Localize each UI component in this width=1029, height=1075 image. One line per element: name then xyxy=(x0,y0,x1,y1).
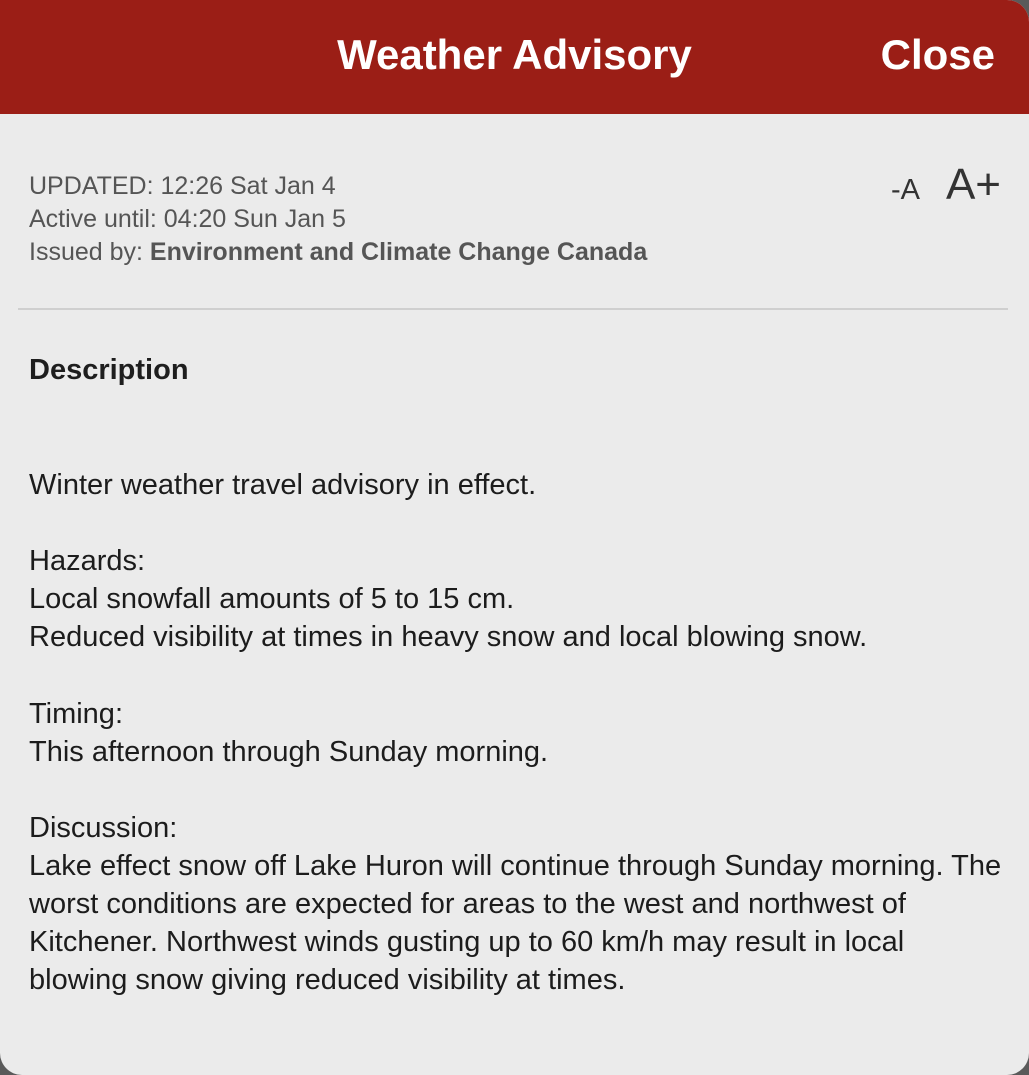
intro-paragraph xyxy=(29,466,1004,504)
hazards-line: Reduced visibility at times in heavy snow and local blowing snow. xyxy=(29,621,868,654)
advisory-meta xyxy=(29,170,647,269)
issued-by-label: Issued by: xyxy=(29,238,150,266)
font-size-controls xyxy=(891,160,1001,210)
hazards-line: Local snowfall amounts of 5 to 15 cm. xyxy=(29,583,515,616)
hazards-label: Hazards: xyxy=(29,545,146,578)
intro-text: Winter weather travel advisory in effect. xyxy=(29,469,537,501)
timing-label: Timing: xyxy=(29,697,123,730)
modal-header xyxy=(0,0,1029,114)
divider xyxy=(18,308,1008,310)
updated-time: UPDATED: 12:26 Sat Jan 4 xyxy=(29,172,336,200)
issued-by xyxy=(29,236,647,269)
discussion-text: Lake effect snow off Lake Huron will continue through Sunday morning. The worst conditions are expected for areas to the west and northwest of Kitchener. Northwest winds gusting up to 60 km/h may result in local blowing snow giving reduced visibility at times. xyxy=(29,849,1002,997)
timing-text: This afternoon through Sunday morning. xyxy=(29,735,549,768)
issued-by-agency: Environment and Climate Change Canada xyxy=(149,238,648,266)
hazards-paragraph xyxy=(29,542,1004,656)
modal-title: Weather Advisory xyxy=(337,31,692,78)
close-button[interactable]: Close xyxy=(880,31,995,78)
discussion-label: Discussion: xyxy=(29,811,178,844)
active-until: Active until: 04:20 Sun Jan 5 xyxy=(29,205,346,233)
timing-paragraph xyxy=(29,695,1004,771)
increase-font-button[interactable]: A+ xyxy=(945,160,1001,209)
decrease-font-button[interactable]: -A xyxy=(890,174,920,206)
advisory-description xyxy=(29,466,1004,1037)
discussion-paragraph xyxy=(29,809,1004,999)
description-heading: Description xyxy=(29,354,189,386)
